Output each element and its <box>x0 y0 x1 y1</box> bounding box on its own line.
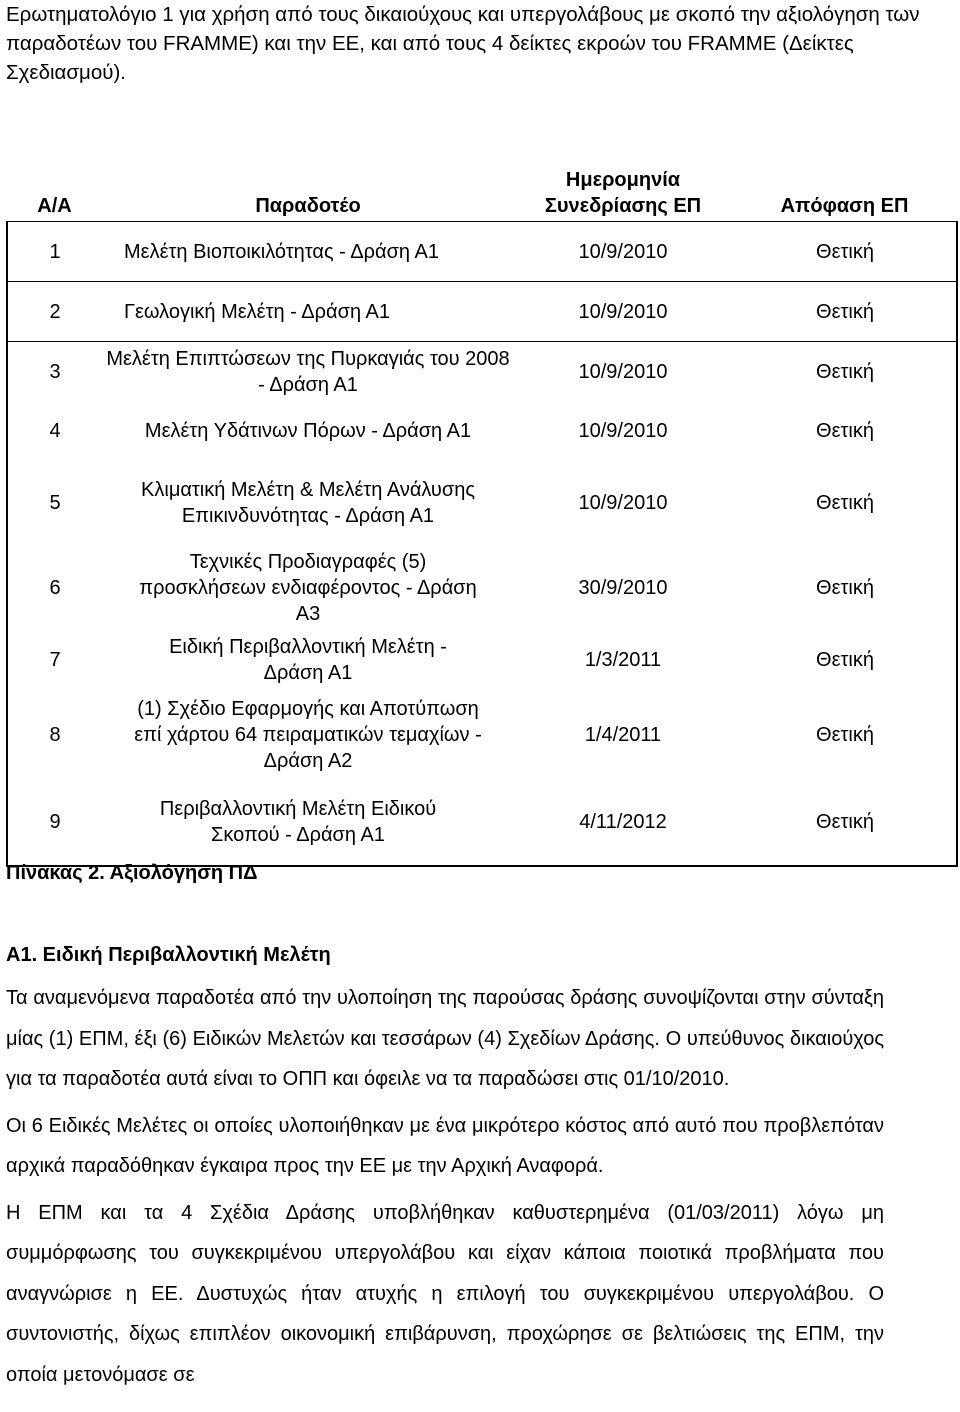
table-row <box>7 780 957 866</box>
row-item: Γεωλογική Μελέτη - Δράση Α1 <box>102 282 514 342</box>
row-date: 1/3/2011 <box>584 648 662 671</box>
table-row <box>7 546 957 630</box>
table-header-row <box>7 155 957 222</box>
row-date: 30/9/2010 <box>578 576 668 599</box>
row-item: Κλιματική Μελέτη & Μελέτη Ανάλυσης Επικινδυνότητας - Δράση Α1 <box>141 478 475 527</box>
table-row <box>7 222 957 282</box>
section-a1 <box>6 940 884 1401</box>
row-num: 4 <box>7 402 102 460</box>
row-decision: Θετική <box>732 402 957 460</box>
row-item: Μελέτη Υδάτινων Πόρων - Δράση Α1 <box>144 419 472 442</box>
table-row <box>7 342 957 402</box>
row-decision: Θετική <box>732 282 957 342</box>
row-item: Ειδική Περιβαλλοντική Μελέτη - Δράση Α1 <box>169 635 447 684</box>
paragraph: Οι 6 Ειδικές Μελέτες οι οποίες υλοποιήθηκαν με ένα μικρότερο κόστος από αυτό που προβλεπόταν αρχικά παραδόθηκαν έγκαιρα προς την ΕΕ με την Αρχική Αναφορά. <box>6 1114 884 1177</box>
row-date: 1/4/2011 <box>584 723 662 746</box>
row-decision: Θετική <box>732 690 957 780</box>
table-row <box>7 402 957 460</box>
row-date: 10/9/2010 <box>514 282 732 342</box>
intro-text: Ερωτηματολόγιο 1 για χρήση από τους δικαιούχους και υπεργολάβους με σκοπό την αξιολόγηση των παραδοτέων του FRAMME) και την ΕΕ, και από τους 4 δείκτες εκροών του FRAMME (Δείκτες Σχεδιασμού). <box>6 3 920 84</box>
row-item: Τεχνικές Προδιαγραφές (5) προσκλήσεων ενδιαφέροντος - Δράση Α3 <box>139 550 477 625</box>
header-decision: Απόφαση ΕΠ <box>780 195 909 217</box>
header-num: Α/Α <box>37 195 72 217</box>
deliverables-table <box>6 155 958 867</box>
table-caption: Πίνακας 2. Αξιολόγηση ΠΔ <box>6 862 258 884</box>
paragraph: Η ΕΠΜ και τα 4 Σχέδια Δράσης υποβλήθηκαν καθυστερημένα (01/03/2011) λόγω μη συμμόρφωσης του συγκεκριμένου υπεργολάβου και είχαν κάποια ποιοτικά προβλήματα που αναγνώρισε η ΕΕ. Δυστυχώς ήταν ατυχής η επιλογή του συγκεκριμένου υπεργολάβου. Ο συντονιστής, δίχως επιπλέον οικονομική επιβάρυνση, προχώρησε σε βελτιώσεις της ΕΠΜ, την οποία μετονόμασε σε <box>6 1201 884 1386</box>
row-date: 4/11/2012 <box>514 780 732 866</box>
row-num: 8 <box>7 690 102 780</box>
table-row <box>7 630 957 690</box>
header-item: Παραδοτέο <box>255 195 361 217</box>
row-date: 10/9/2010 <box>514 342 732 402</box>
row-item: (1) Σχέδιο Εφαρμογής και Αποτύπωση επί χάρτου 64 πειραματικών τεμαχίων - Δράση Α2 <box>134 697 482 772</box>
row-num: 2 <box>7 282 102 342</box>
row-num: 6 <box>7 546 102 630</box>
row-date: 10/9/2010 <box>578 491 668 514</box>
table-row <box>7 460 957 546</box>
row-decision: Θετική <box>732 546 957 630</box>
row-num: 9 <box>7 780 102 866</box>
row-decision: Θετική <box>732 460 957 546</box>
row-num: 7 <box>7 630 102 690</box>
table-row <box>7 690 957 780</box>
table-row <box>7 282 957 342</box>
row-date: 10/9/2010 <box>578 419 668 442</box>
row-date: 10/9/2010 <box>514 222 732 282</box>
row-decision: Θετική <box>732 342 957 402</box>
row-decision: Θετική <box>732 630 957 690</box>
row-item: Περιβαλλοντική Μελέτη Ειδικού Σκοπού - Δράση Α1 <box>102 780 514 866</box>
paragraph: Τα αναμενόμενα παραδοτέα από την υλοποίηση της παρούσας δράσης συνοψίζονται στην σύνταξη μίας (1) ΕΠΜ, έξι (6) Ειδικών Μελετών και τεσσάρων (4) Σχεδίων Δράσης. Ο υπεύθυνος δικαιούχος για τα παραδοτέα αυτά είναι το ΟΠΠ και όφειλε να τα παραδώσει στις 01/10/2010. <box>6 987 884 1090</box>
row-num: 3 <box>7 342 102 402</box>
row-item: Μελέτη Επιπτώσεων της Πυρκαγιάς του 2008 - Δράση Α1 <box>102 342 514 402</box>
row-num: 5 <box>7 460 102 546</box>
section-title: Α1. Ειδική Περιβαλλοντική Μελέτη <box>6 944 331 966</box>
header-date: Ημερομηνία Συνεδρίασης ΕΠ <box>544 169 702 217</box>
row-item: Μελέτη Βιοποικιλότητας - Δράση Α1 <box>102 222 514 282</box>
row-decision: Θετική <box>732 780 957 866</box>
row-num: 1 <box>7 222 102 282</box>
row-decision: Θετική <box>732 222 957 282</box>
